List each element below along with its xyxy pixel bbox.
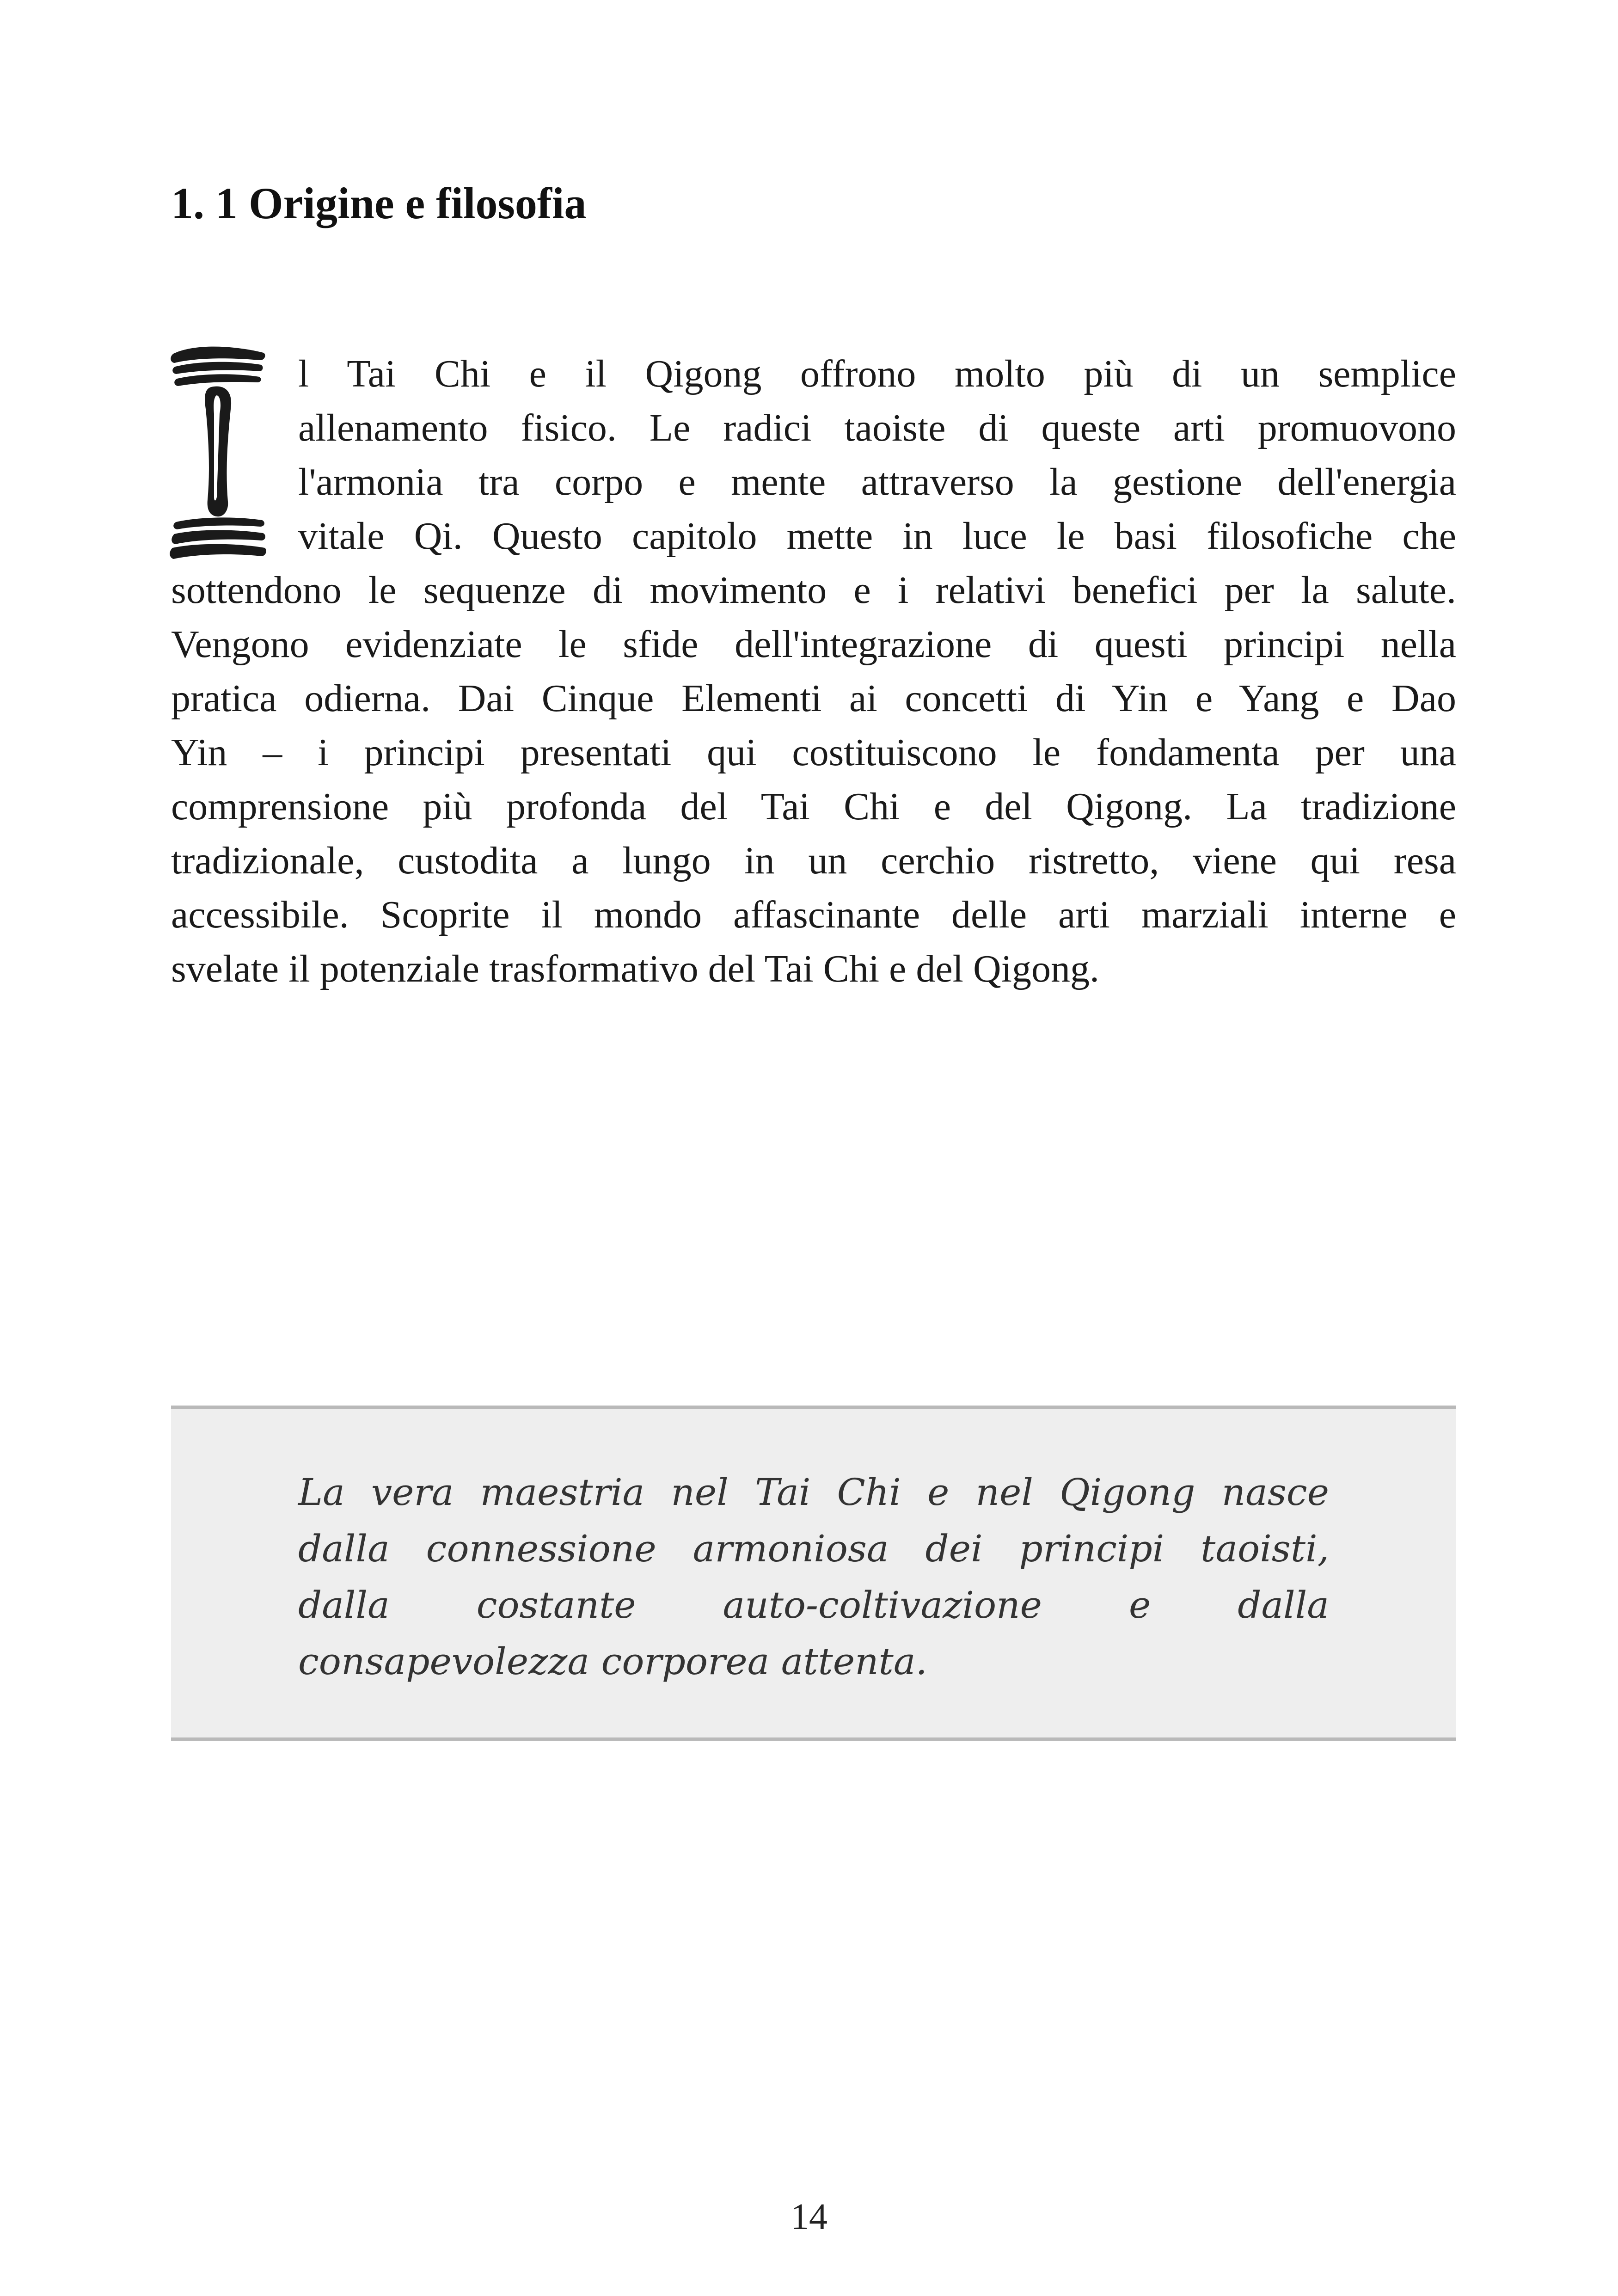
body-line: tradizionale, custodita a lungo in un cerchio ristretto, viene qui resa bbox=[171, 839, 1456, 882]
quote-line: La vera maestria nel Tai Chi e nel Qigong nasce bbox=[298, 1471, 1329, 1514]
body-line: svelate il potenziale trasformativo del Tai Chi e del Qigong. bbox=[171, 947, 1100, 990]
quote-line: dalla costante auto-coltivazione e dalla bbox=[298, 1584, 1329, 1627]
body-line: pratica odierna. Dai Cinque Elementi ai concetti di Yin e Yang e Dao bbox=[171, 677, 1456, 720]
quote-line: dalla connessione armoniosa dei principi taoisti, bbox=[298, 1527, 1329, 1570]
quote-line: consapevolezza corporea attenta. bbox=[298, 1640, 927, 1683]
body-line: comprensione più profonda del Tai Chi e del Qigong. La tradizione bbox=[171, 785, 1456, 828]
pull-quote-box bbox=[171, 1406, 1456, 1741]
body-line: Vengono evidenziate le sfide dell'integrazione di questi principi nella bbox=[171, 623, 1456, 666]
page-number: 14 bbox=[791, 2197, 827, 2237]
body-line: l Tai Chi e il Qigong offrono molto più di un semplice bbox=[298, 352, 1456, 395]
body-line: l'armonia tra corpo e mente attraverso la gestione dell'energia bbox=[298, 460, 1456, 503]
body-paragraph bbox=[171, 347, 1456, 996]
body-line: sottendono le sequenze di movimento e i relativi benefici per la salute. bbox=[171, 569, 1456, 612]
section-heading: 1. 1 Origine e filosofia bbox=[171, 178, 587, 228]
pull-quote-text bbox=[298, 1464, 1329, 1690]
body-line: allenamento fisico. Le radici taoiste di queste arti promuovono bbox=[298, 406, 1456, 449]
body-line: vitale Qi. Questo capitolo mette in luce le basi filosofiche che bbox=[298, 515, 1456, 558]
body-line: Yin – i principi presentati qui costituiscono le fondamenta per una bbox=[171, 731, 1456, 774]
body-line: accessibile. Scoprite il mondo affascinante delle arti marziali interne e bbox=[171, 893, 1456, 936]
